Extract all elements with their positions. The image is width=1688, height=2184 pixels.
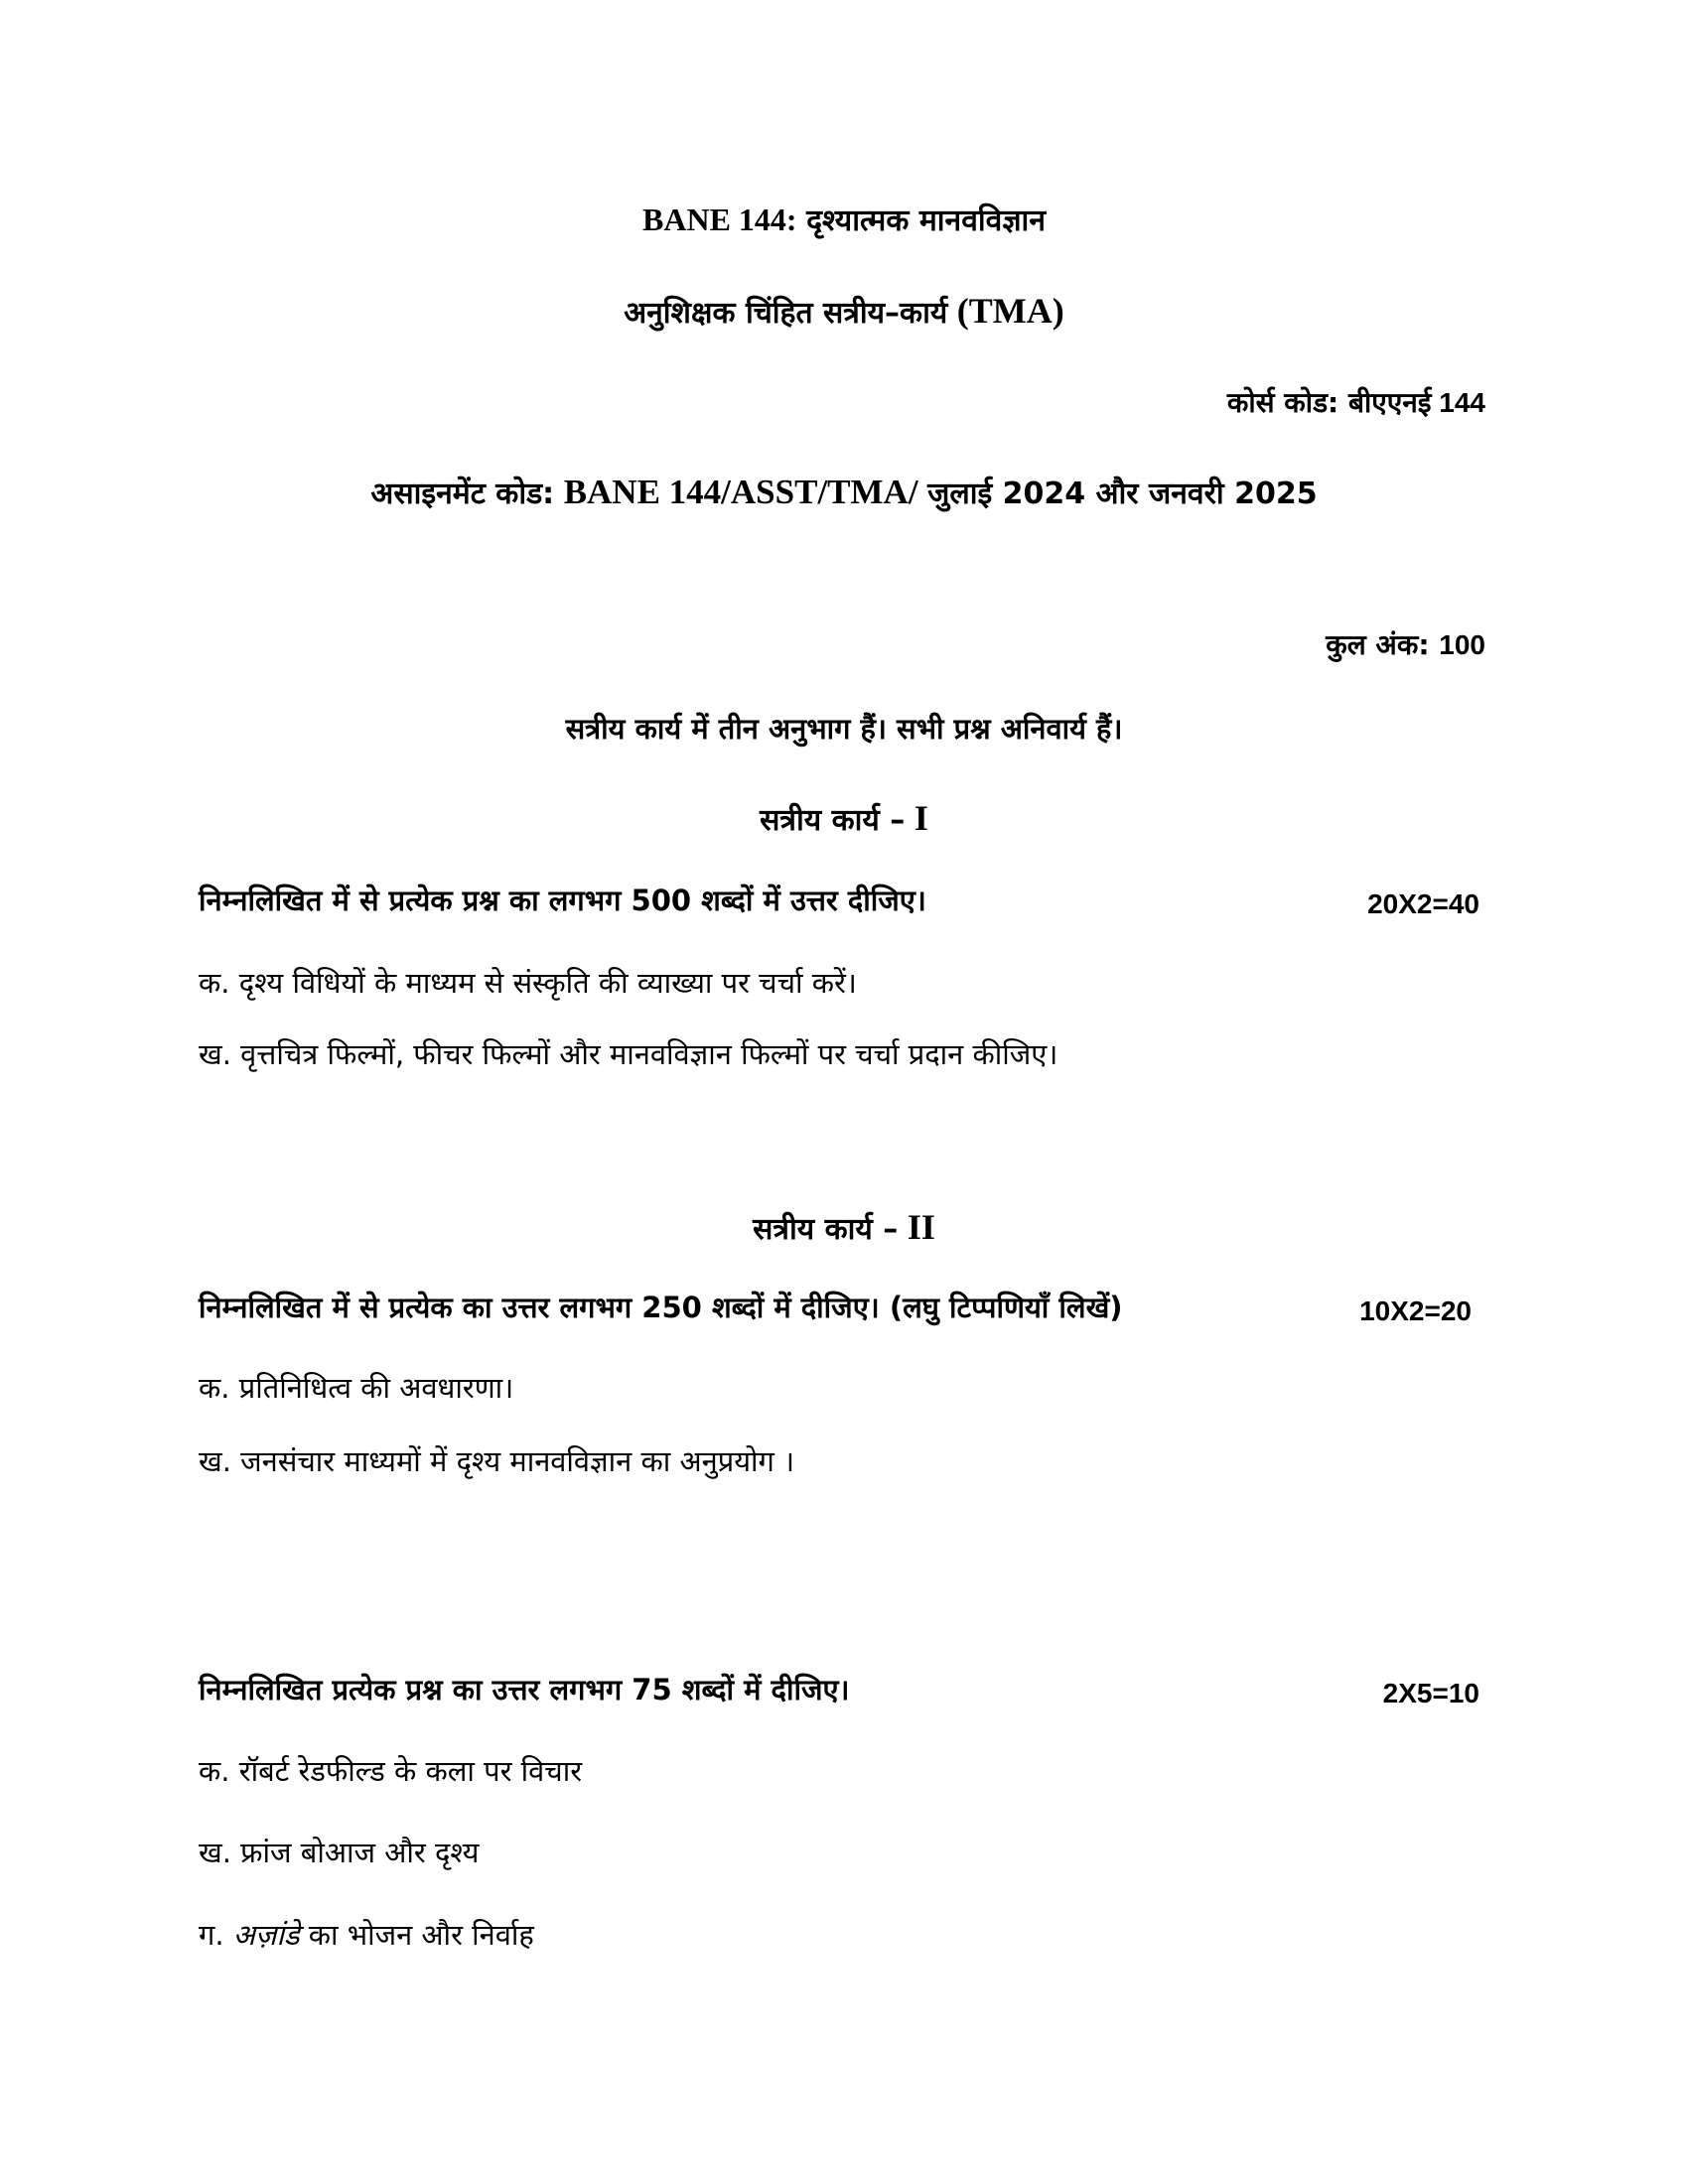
section-2-question-ka: क. प्रतिनिधित्व की अवधारणा।	[199, 1371, 514, 1405]
course-title: दृश्यात्मक मानवविज्ञान	[806, 204, 1046, 238]
section-1-marks: 20X2=40	[1367, 888, 1479, 919]
total-marks-value: 100	[1439, 629, 1485, 660]
course-code: BANE 144:	[642, 202, 797, 237]
total-marks-line	[1326, 628, 1485, 661]
section-3-marks: 2X5=10	[1382, 1678, 1479, 1708]
section-2-title: सत्रीय कार्य –	[753, 1212, 899, 1247]
section-1-question-ka: क. दृश्य विधियों के माध्यम से संस्कृति की व्याख्या पर चर्चा करें।	[199, 966, 857, 1000]
tma-title-abbr: (TMA)	[956, 291, 1064, 331]
question-ga-rest: का भोजन और निर्वाह	[308, 1918, 534, 1952]
section-2-marks: 10X2=20	[1359, 1296, 1472, 1326]
course-code-value: बीएएनई 144	[1348, 387, 1485, 418]
document-title	[0, 204, 1688, 236]
course-code-line	[1226, 386, 1485, 419]
question-ga-italic-term: अज़ांडे	[232, 1918, 300, 1952]
general-instruction: सत्रीय कार्य में तीन अनुभाग हैं। सभी प्रश्न अनिवार्य हैं।	[565, 712, 1123, 746]
section-2-heading	[0, 1209, 1688, 1245]
assignment-code-line	[0, 475, 1688, 509]
section-3-question-ga	[199, 1918, 534, 1952]
section-1-question-kha: ख. वृत्तचित्र फिल्मों, फीचर फिल्मों और मानवविज्ञान फिल्मों पर चर्चा प्रदान कीजिए।	[199, 1037, 1058, 1071]
section-3-question-ka: क. रॉबर्ट रेडफील्ड के कला पर विचार	[199, 1754, 583, 1788]
section-2-instruction: निम्नलिखित में से प्रत्येक का उत्तर लगभग 250 शब्दों में दीजिए। (लघु टिप्पणियाँ लिखें)	[199, 1291, 1123, 1324]
section-3-instruction: निम्नलिखित प्रत्येक प्रश्न का उत्तर लगभग 75 शब्दों में दीजिए।	[199, 1673, 850, 1706]
assignment-code-session: जुलाई 2024 और जनवरी 2025	[927, 477, 1318, 511]
section-1-title: सत्रीय कार्य –	[760, 803, 906, 838]
total-marks-label: कुल अंक:	[1326, 628, 1430, 661]
section-1-numeral: I	[914, 798, 928, 838]
assignment-code-label: असाइनमेंट कोड:	[370, 477, 555, 511]
tma-title-hindi: अनुशिक्षक चिंहित सत्रीय–कार्य	[624, 296, 948, 331]
section-3-question-kha: ख. फ्रांज बोआज और दृश्य	[199, 1836, 480, 1869]
section-1-instruction: निम्नलिखित में से प्रत्येक प्रश्न का लगभग 500 शब्दों में उत्तर दीजिए।	[199, 884, 926, 917]
assignment-code-latin: BANE 144/ASST/TMA/	[563, 473, 918, 511]
section-2-numeral: II	[907, 1207, 935, 1247]
course-code-label: कोर्स कोड:	[1226, 386, 1339, 419]
question-ga-prefix: ग.	[199, 1918, 224, 1952]
section-1-heading	[0, 800, 1688, 836]
tma-subtitle	[0, 293, 1688, 329]
section-2-question-kha: ख. जनसंचार माध्यमों में दृश्य मानवविज्ञान का अनुप्रयोग ।	[199, 1444, 795, 1478]
